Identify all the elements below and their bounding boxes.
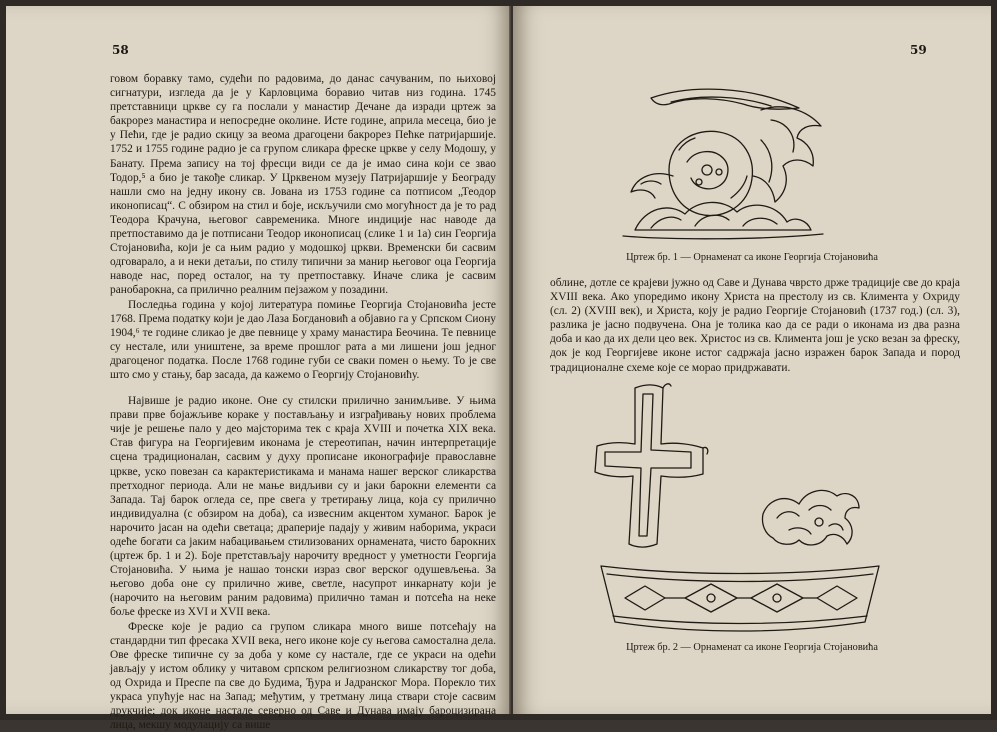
figure-caption-1: Цртеж бр. 1 — Орнаменат са иконе Георгија Стојановића — [626, 252, 878, 263]
left-paragraph: говом боравку тамо, судећи по радовима, до данас сачуваним, по њиховој сигнатури, изгледа да је у Карловцима боравио читав низ година. 1745 претставници цркве су га послали у манастир Дечане да изради цртеж за бакрорез манастира и непосредне околине. Исте године, априла месеца, био је у Пећи, где је радио скицу за веома драгоцени бакрорез Пећке патријаршије. 1752 и 1755 године радио је са групом сликара фреске цркве у селу Модошу, у Банату. Према запису на тој фресци види се да је имао сина који се звао Тодор,⁵ а био је такође сликар. У Црквеном музеју Патријаршије у Београду нашли смо на једну икону св. Јована из 1753 године са потписом „Теодор иконописац“. С обзиром на стил и боје, искључили смо могућност да је то рад Теодора Крачуна, његовог савременика. Многе индиције нас наводе да претпоставимо да је потписани Теодор иконописац (слике 1 и 1а) син Георгија Стојановића, који је са њим радио у модошкој цркви. Временски би сасвим одговарало, а и неки детаљи, по стилу типични за манир његовог оца Георгија наводе нас, поред осталог, на ту претпоставку. Иначе слика је сасвим ранобарокна, са прилично реалним пејзажом у позадини. — [110, 73, 496, 297]
figure-caption-2: Цртеж бр. 2 — Орнаменат са иконе Георгија Стојановића — [626, 642, 878, 653]
page-number-left: 58 — [112, 43, 129, 57]
border-ornament-drawing — [595, 558, 885, 638]
left-page-body — [110, 72, 496, 732]
left-page — [6, 6, 511, 732]
floral-ornament-drawing — [759, 480, 863, 550]
cross-ornament-drawing — [591, 382, 711, 552]
right-paragraph: облине, дотле се крајеви јужно од Саве и Дунава чврсто држе традиције све до краја XVIII века. Ако упоредимо икону Христа на престолу из св. Климента у Охриду (сл. 2) (XVIII век), и Христа, коју је радио Георгије Стојановић (1737 год.) (сл. 3), разлика је јасно подвучена. Она је толика као да се ради о иконама из два разна доба и као да их дели цео век. Христос из св. Климента још је уско везан за фреску, док је код Георгијеве иконе истог садржаја јасно изражен барок Запада и пород традиционалне схеме које се морао придржавати. — [550, 277, 960, 374]
left-paragraph: Фреске које је радио са групом сликара много више потсећају на стандардни тип фресака XVII века, него иконе које су његова самостална дела. Ове фреске типичне су за доба у коме су настале, где се украси на одећи јављају у истом облику у читавом српском религиозном сликарству тог доба, од Охрида и Преспе па све до Будима, Ђура и Јадранског Мора. Порекло тих украса упућује нас на Запад; међутим, у третману лица ствари стоје сасвим друкчије; док иконе настале северно од Саве и Дунава имају бароцизирана лица, мекшу модулацију са више — [110, 620, 496, 732]
right-page-body — [550, 276, 960, 375]
left-paragraph: Највише је радио иконе. Оне су стилски прилично занимљиве. У њима прави прве бојажљиве кораке у постављању и изграђивању нових проблема чије је решење пало у део мајсторима тек с краја XVIII и почетка XIX века. Став фигура на Георгијевим иконама је стереотипан, начин интерпретације сцена традиционалан, сасвим у духу прописане иконографије православне цркве, уско повезан са карактеристикама и манама нашег верског сликарства претходног периода. Али не мање видљиви су и јаки барокни елементи са Запада. Тај барок огледа се, пре свега у третирању лица, која су прилично индивидуална (с обзиром на доба), са извесним акцентом хуманог. Барок је нарочито јасан на одећи светаца; драперије падају у живим наборима, украси одеће богати са јаким набацивањем стилизованих орнамената, чисто барокних (цртеж бр. 1 и 2). Боје претстављају нарочиту вредност у уметности Георгија Стојановића. У њима је нашао тонски израз свог верског одушевљења. За његово доба оне су прилично живе, светле, насупрот инкарнату који је (нарочито на његовим раним радовима) прилично таман и потсећа на неке боље фреске из XVI и XVII века. — [110, 395, 496, 619]
left-paragraph: Последња година у којој литература помиње Георгија Стојановића јесте 1768. Према податку који је дао Лаза Богдановић а објавио га у Српском Сиону 1904,⁶ те године сликао је две певнице у храму манастира Беочина. Те певнице су нестале, или уништене, за време прошлог рата а ми лишени још једног драгоценог податка. После 1768 године губи се сваки помен о њему. То је све што смо у стању, бар засада, да кажемо о Георгију Стојановићу. — [110, 298, 496, 381]
right-page — [513, 6, 991, 714]
ornament-drawing-1 — [611, 80, 833, 250]
page-number-right: 59 — [910, 43, 927, 57]
